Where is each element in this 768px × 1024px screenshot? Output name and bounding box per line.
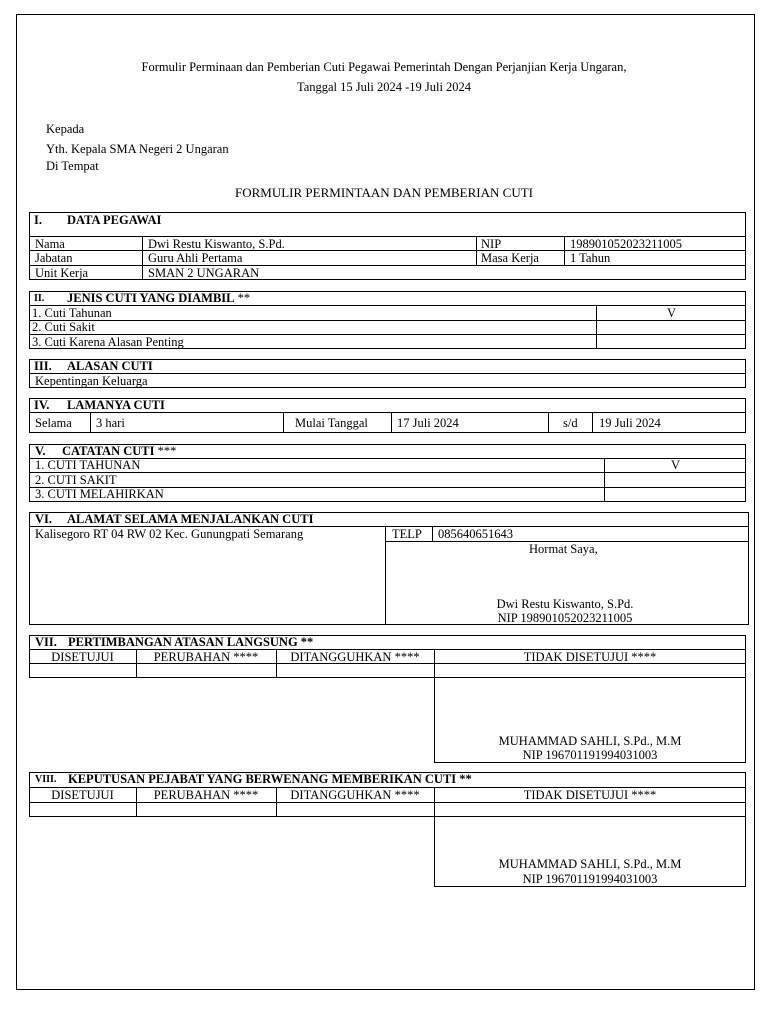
signer-nip: NIP 198901052023211005 (497, 611, 633, 625)
nip-label: NIP (481, 237, 502, 251)
unit-kerja-value: SMAN 2 UNGARAN (148, 266, 260, 280)
section-4-number: IV. (34, 398, 50, 412)
form-title: FORMULIR PERMINTAAN DAN PEMBERIAN CUTI (235, 185, 533, 200)
pejabat-nip: NIP 196701191994031003 (522, 872, 658, 886)
section-6-number: VI. (35, 512, 53, 526)
jenis-cuti-check-1: V (666, 306, 677, 320)
atasan-nip: NIP 196701191994031003 (522, 748, 658, 762)
sd-label: s/d (563, 416, 578, 430)
header-line-1: Formulir Perminaan dan Pemberian Cuti Pegawai Pemerintah Dengan Perjanjian Kerja Ungaran, (141, 60, 627, 74)
section-4-title: LAMANYA CUTI (67, 398, 165, 412)
mulai-tanggal-label: Mulai Tanggal (295, 416, 368, 430)
jabatan-label: Jabatan (35, 251, 73, 265)
col-disetujui: DISETUJUI (51, 788, 114, 802)
section-6-title: ALAMAT SELAMA MENJALANKAN CUTI (67, 512, 314, 526)
col-tidak-disetujui: TIDAK DISETUJUI **** (523, 788, 657, 802)
hormat-saya: Hormat Saya, (529, 542, 598, 556)
nama-label: Nama (35, 237, 65, 251)
alamat-value: Kalisegoro RT 04 RW 02 Kec. Gunungpati Semarang (35, 527, 304, 541)
alasan-cuti-value: Kepentingan Keluarga (35, 374, 148, 388)
selama-value: 3 hari (96, 416, 125, 430)
sampai-tanggal-value: 19 Juli 2024 (599, 416, 661, 430)
section-5-number: V. (35, 444, 46, 458)
catatan-item-2: 2. CUTI SAKIT (35, 473, 117, 487)
col-perubahan: PERUBAHAN **** (153, 650, 259, 664)
section-1-number: I. (34, 213, 42, 227)
jenis-cuti-item-1: 1. Cuti Tahunan (32, 306, 112, 320)
col-tidak-disetujui: TIDAK DISETUJUI **** (523, 650, 657, 664)
section-7-title: PERTIMBANGAN ATASAN LANGSUNG ** (68, 635, 314, 649)
nip-value: 198901052023211005 (570, 237, 683, 251)
mulai-tanggal-value: 17 Juli 2024 (397, 416, 459, 430)
header-line-2: Tanggal 15 Juli 2024 -19 Juli 2024 (296, 80, 472, 94)
address-kepada: Kepada (46, 122, 85, 136)
col-disetujui: DISETUJUI (51, 650, 114, 664)
jabatan-value: Guru Ahli Pertama (148, 251, 243, 265)
unit-kerja-label: Unit Kerja (35, 266, 89, 280)
signer-name: Dwi Restu Kiswanto, S.Pd. (496, 597, 634, 611)
selama-label: Selama (35, 416, 72, 430)
section-1-title: DATA PEGAWAI (67, 213, 162, 227)
telp-value: 085640651643 (438, 527, 513, 541)
catatan-item-3: 3. CUTI MELAHIRKAN (35, 487, 164, 501)
col-ditangguhkan: DITANGGUHKAN **** (290, 650, 420, 664)
section-3-number: III. (34, 359, 52, 373)
section-2-mark: ** (234, 291, 251, 305)
section-5-mark: *** (154, 444, 177, 458)
jenis-cuti-item-2: 2. Cuti Sakit (32, 320, 95, 334)
catatan-item-1: 1. CUTI TAHUNAN (35, 458, 141, 472)
atasan-name: MUHAMMAD SAHLI, S.Pd., M.M (498, 734, 682, 748)
section-8-number: VIII. (35, 774, 57, 785)
masa-kerja-label: Masa Kerja (481, 251, 539, 265)
masa-kerja-value: 1 Tahun (570, 251, 611, 265)
address-place: Di Tempat (46, 159, 99, 173)
section-8-title: KEPUTUSAN PEJABAT YANG BERWENANG MEMBERIKAN CUTI ** (68, 772, 472, 786)
section-2-number: II. (34, 293, 45, 304)
jenis-cuti-item-3: 3. Cuti Karena Alasan Penting (32, 335, 184, 349)
address-recipient: Yth. Kepala SMA Negeri 2 Ungaran (46, 142, 229, 156)
section-7-number: VII. (35, 635, 57, 649)
catatan-check-1: V (670, 458, 681, 472)
col-ditangguhkan: DITANGGUHKAN **** (290, 788, 420, 802)
pejabat-name: MUHAMMAD SAHLI, S.Pd., M.M (498, 857, 682, 871)
telp-label: TELP (392, 527, 422, 541)
nama-value: Dwi Restu Kiswanto, S.Pd. (148, 237, 285, 251)
section-3-title: ALASAN CUTI (67, 359, 153, 373)
section-5-title: CATATAN CUTI (62, 444, 155, 458)
col-perubahan: PERUBAHAN **** (153, 788, 259, 802)
section-2-title: JENIS CUTI YANG DIAMBIL (67, 291, 235, 305)
